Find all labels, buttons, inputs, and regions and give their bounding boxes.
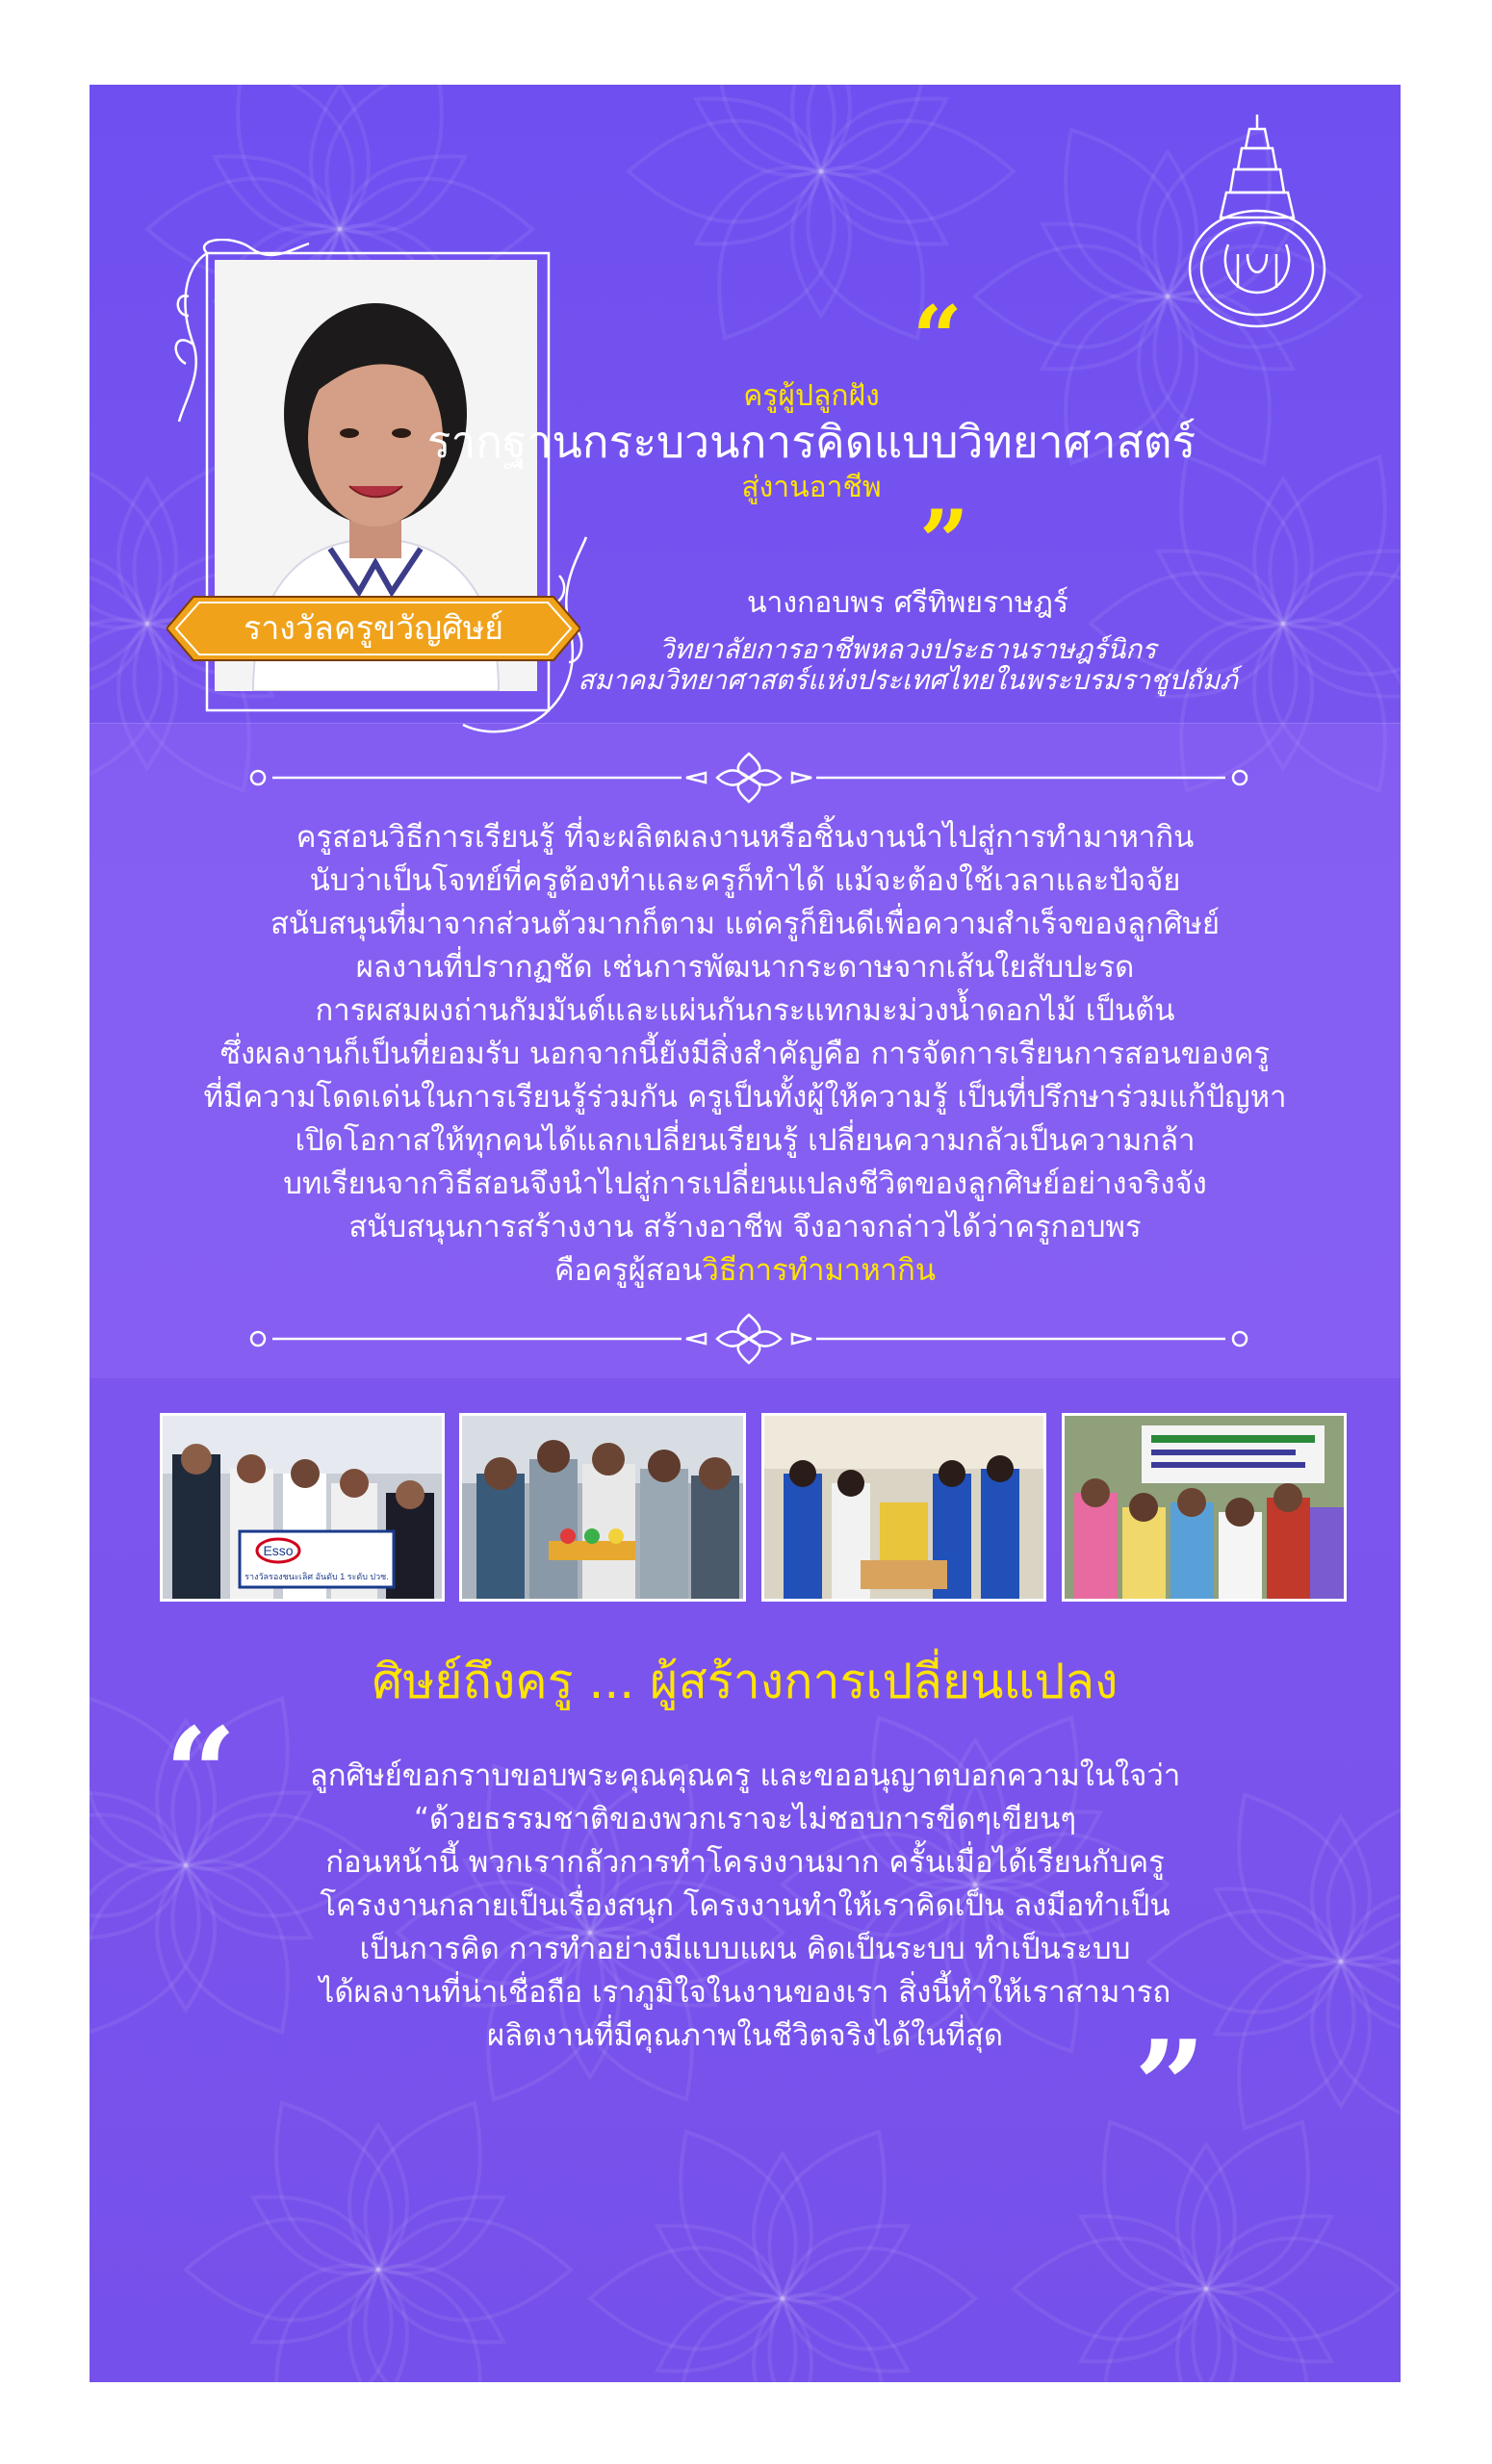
quote-line: ก่อนหน้านี้ พวกเรากลัวการทำโครงงานมาก ครั้นเมื่อได้เรียนกับครู: [325, 1845, 1165, 1880]
body-line: สนับสนุนการสร้างงาน สร้างอาชีพ จึงอาจกล่าวได้ว่าครูกอบพร: [348, 1210, 1142, 1245]
body-last-line: [138, 1249, 1352, 1293]
body-line: ครูสอนวิธีการเรียนรู้ ที่จะผลิตผลงานหรือชิ้นงานนำไปสู่การทำมาหากิน: [296, 820, 1195, 855]
institution-name: วิทยาลัยการอาชีพหลวงประธานราษฎร์นิกร: [658, 633, 1157, 665]
foundation-logo: [1180, 110, 1334, 341]
photo-classroom-activity: [761, 1413, 1046, 1602]
body-last-line-prefix: คือครูผู้สอน: [553, 1253, 703, 1288]
body-text: [138, 816, 1352, 1293]
poster: [90, 85, 1401, 2382]
photo-students-group: [459, 1413, 746, 1602]
quote-line: เป็นการคิด การทำอย่างมีแบบแผน คิดเป็นระบบ ทำเป็นระบบ: [359, 1932, 1131, 1966]
close-quote-icon: ”: [919, 491, 969, 593]
student-quote: [205, 1755, 1285, 2058]
quote-line: ผลิตงานที่มีคุณภาพในชีวิตจริงได้ในที่สุด: [486, 2018, 1004, 2053]
ornament-divider-top: [244, 749, 1254, 807]
body-line: เปิดโอกาสให้ทุกคนได้แลกเปลี่ยนเรียนรู้ เปลี่ยนความกลัวเป็นความกล้า: [295, 1123, 1196, 1158]
body-line: นับว่าเป็นโจทย์ที่ครูต้องทำและครูก็ทำได้ แม้จะต้องใช้เวลาและปัจจัย: [309, 863, 1181, 898]
photo-community-group: [1062, 1413, 1347, 1602]
title-subtitle: สู่งานอาชีพ: [741, 471, 882, 504]
plaque-text: รางวัลรองชนะเลิศ อันดับ 1 ระดับ ปวช.: [244, 1572, 389, 1581]
photo-award-ceremony: [160, 1413, 445, 1602]
section-heading: ศิษย์ถึงครู ... ผู้สร้างการเปลี่ยนแปลง: [372, 1654, 1119, 1709]
esso-sign-text: Esso: [263, 1543, 294, 1558]
open-quote-icon: “: [913, 287, 963, 389]
award-label: รางวัลครูขวัญศิษย์: [243, 609, 504, 648]
quote-line: ได้ผลงานที่น่าเชื่อถือ เราภูมิใจในงานของเรา สิ่งนี้ทำให้เราสามารถ: [319, 1975, 1171, 2010]
body-line: การผสมผงถ่านกัมมันต์และแผ่นกันกระแทกมะม่วงน้ำดอกไม้ เป็นต้น: [315, 993, 1175, 1028]
body-highlight: วิธีการทำมาหากิน: [702, 1253, 937, 1288]
author-name: นางกอบพร ศรีทิพยราษฎร์: [747, 586, 1068, 620]
open-quote-icon: “: [165, 1700, 237, 1847]
body-line: ซึ่งผลงานก็เป็นที่ยอมรับ นอกจากนี้ยังมีสิ่งสำคัญคือ การจัดการเรียนการสอนของครู: [219, 1037, 1271, 1071]
body-line: สนับสนุนที่มาจากส่วนตัวมากก็ตาม แต่ครูก็ยินดีเพื่อความสำเร็จของลูกศิษย์: [270, 907, 1221, 941]
page-title: รากฐานกระบวนการคิดแบบวิทยาศาสตร์: [426, 416, 1196, 468]
close-quote-icon: ”: [1134, 2013, 1206, 2160]
body-line: บทเรียนจากวิธีสอนจึงนำไปสู่การเปลี่ยนแปลงชีวิตของลูกศิษย์อย่างจริงจัง: [283, 1167, 1207, 1201]
body-line: ผลงานที่ปรากฏชัด เช่นการพัฒนากระดาษจากเส้นใยสับปะรด: [355, 950, 1135, 985]
title-top: ครูผู้ปลูกฝัง: [743, 379, 880, 413]
ornament-divider-bottom: [244, 1310, 1254, 1368]
body-line: ที่มีความโดดเด่นในการเรียนรู้ร่วมกัน ครูเป็นทั้งผู้ให้ความรู้ เป็นที่ปรึกษาร่วมแก้ปัญหา: [203, 1080, 1287, 1115]
quote-line: โครงงานกลายเป็นเรื่องสนุก โครงงานทำให้เราคิดเป็น ลงมือทำเป็น: [320, 1888, 1170, 1923]
quote-line: “ด้วยธรรมชาติของพวกเราจะไม่ชอบการขีดๆเขียนๆ: [414, 1802, 1076, 1836]
association-name: สมาคมวิทยาศาสตร์แห่งประเทศไทยในพระบรมราชูปถัมภ์: [578, 664, 1238, 696]
quote-line: ลูกศิษย์ขอกราบขอบพระคุณคุณครู และขออนุญาตบอกความในใจว่า: [309, 1758, 1181, 1793]
